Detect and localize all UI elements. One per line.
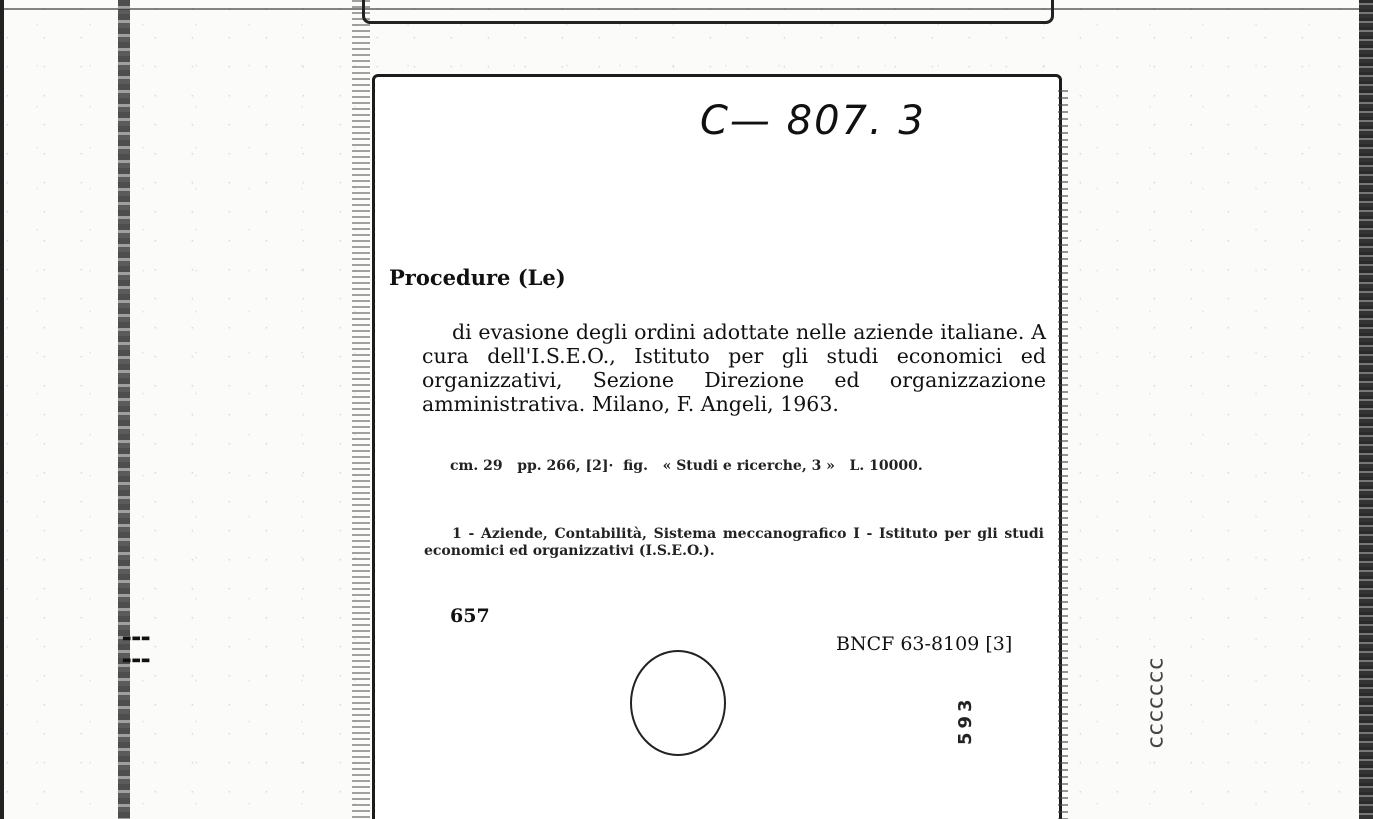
previous-card-bottom xyxy=(362,0,1054,24)
left-page-edge xyxy=(0,0,4,819)
middle-card-edge xyxy=(352,0,370,819)
punch-hole xyxy=(630,650,726,756)
stamp-mark: ccccccc xyxy=(1143,656,1169,749)
shelfmark: C— 807. 3 xyxy=(700,98,926,144)
card-heading: Procedure (Le) xyxy=(389,265,566,290)
subject-entries: 1 - Aziende, Contabilità, Sistema meccanografico I - Istituto per gli studi economici ed organizzativi (I.S.E.O.). xyxy=(424,526,1044,559)
card-description: di evasione degli ordini adottate nelle aziende italiane. A cura dell'I.S.E.O., Istituto per gli studi economici ed organizzativi, Sezione Direzione ed organizzazione amministrativa. Milano, F. Angeli, 1963. xyxy=(422,320,1046,416)
collation-line: cm. 29 pp. 266, [2]· fig. « Studi e ricerche, 3 » L. 10000. xyxy=(450,458,923,474)
right-page-edge xyxy=(1359,0,1373,819)
library-reference: BNCF 63-8109 [3] xyxy=(836,633,1013,655)
left-card-edge xyxy=(118,0,130,819)
classification-number: 657 xyxy=(450,605,490,627)
left-tab-label: ▬▬▬ ▬▬▬ xyxy=(122,633,151,666)
card-right-edge xyxy=(1058,90,1068,819)
vertical-number: 593 xyxy=(955,695,976,745)
